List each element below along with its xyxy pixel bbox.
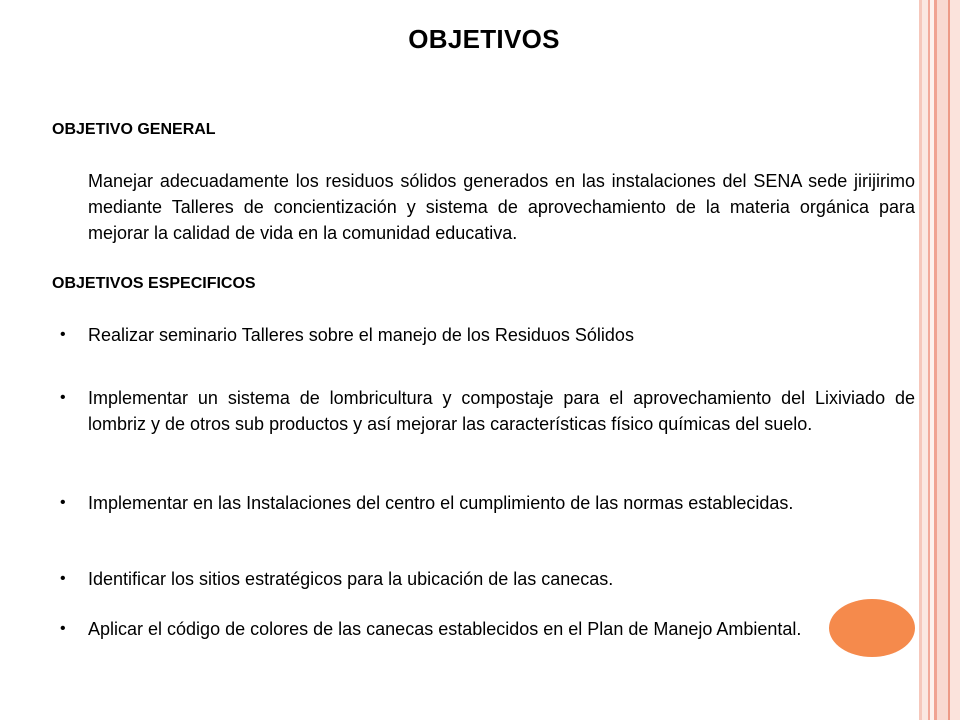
list-item-text: Realizar seminario Talleres sobre el manejo de los Residuos Sólidos [88,325,634,345]
list-item-text: Aplicar el código de colores de las canecas establecidos en el Plan de Manejo Ambiental. [88,619,802,639]
bullet-icon: • [60,389,66,406]
list-item [52,385,915,437]
general-objective-heading: OBJETIVO GENERAL [52,121,216,138]
general-objective-text: Manejar adecuadamente los residuos sólidos generados en las instalaciones del SENA sede jirijirimo mediante Talleres de concientización y sistema de aprovechamiento de la materia orgánica para mejorar la calidad de vida en la comunidad educativa. [88,171,915,243]
bullet-icon: • [60,494,66,511]
list-item [52,490,915,516]
border-stripe [950,0,960,720]
list-item-text: Implementar un sistema de lombricultura y compostaje para el aprovechamiento del Lixiviado de lombriz y de otros sub productos y así mejorar las características físico químicas del suelo. [88,388,915,434]
border-stripe [937,0,948,720]
list-item [52,322,915,348]
list-item-text: Implementar en las Instalaciones del centro el cumplimiento de las normas establecidas. [88,493,794,513]
list-item-text: Identificar los sitios estratégicos para la ubicación de las canecas. [88,569,614,589]
bullet-icon: • [60,570,66,587]
bullet-icon: • [60,326,66,343]
specific-objectives-heading: OBJETIVOS ESPECIFICOS [52,275,256,292]
bullet-icon: • [60,620,66,637]
slide-title: OBJETIVOS [408,24,560,54]
orange-circle-decoration [829,599,915,657]
list-item [52,566,915,592]
list-item [52,616,915,642]
